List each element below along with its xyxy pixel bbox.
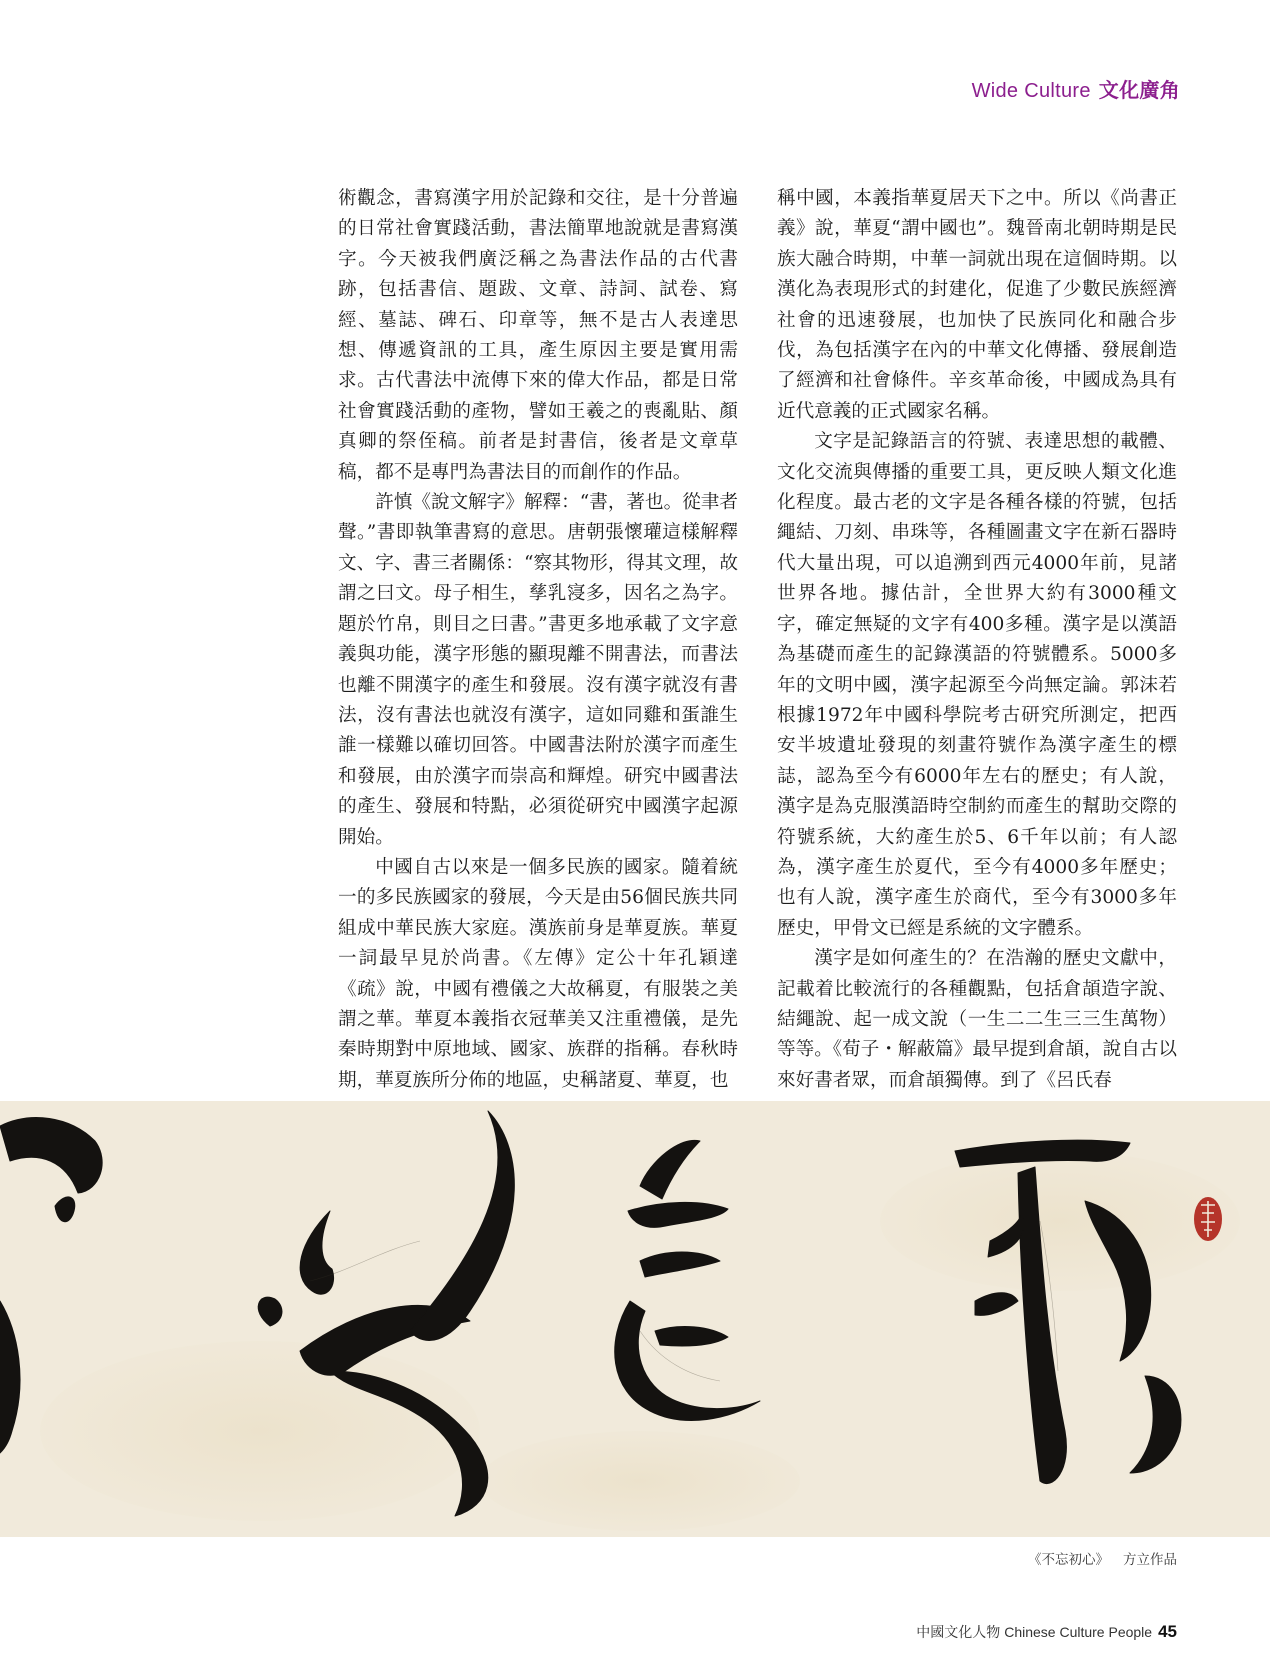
calligraphy-artwork	[0, 1101, 1270, 1537]
artwork-author: 方立作品	[1123, 1552, 1177, 1568]
page-number: 45	[1158, 1622, 1177, 1641]
section-header	[972, 74, 1180, 103]
section-title-en: Wide Culture	[971, 80, 1091, 102]
calligraphy-artwork-image	[0, 1101, 1270, 1537]
seal-stamp	[1194, 1197, 1222, 1241]
section-title-zh: 文化廣角	[1098, 78, 1180, 102]
paragraph: 文字是記錄語言的符號、表達思想的載體、文化交流與傳播的重要工具，更反映人類文化進化程度。最古老的文字是各種各樣的符號，包括繩結、刀刻、串珠等，各種圖畫文字在新石器時代大量出現，可以追溯到西元4000年前，見諸世界各地。據估計，全世界大約有3000種文字，確定無疑的文字有400多種。漢字是以漢語為基礎而產生的記錄漢語的符號體系。5000多年的文明中國，漢字起源至今尚無定論。郭沫若根據1972年中國科學院考古研究所測定，把西安半坡遺址發現的刻畫符號作為漢字產生的標誌，認為至今有6000年左右的歷史；有人說，漢字是為克服漢語時空制約而產生的幫助交際的符號系統，大約產生於5、6千年以前；有人認為，漢字產生於夏代，至今有4000多年歷史；也有人說，漢字產生於商代，至今有3000多年歷史，甲骨文已經是系統的文字體系。	[777, 431, 1177, 939]
paragraph: 稱中國，本義指華夏居天下之中。所以《尚書正義》說，華夏“謂中國也”。魏晉南北朝時期是民族大融合時期，中華一詞就出現在這個時期。以漢化為表現形式的封建化，促進了少數民族經濟社會的迅速發展，也加快了民族同化和融合步伐，為包括漢字在內的中華文化傳播、發展創造了經濟和社會條件。辛亥革命後，中國成為具有近代意義的正式國家名稱。	[777, 188, 1177, 422]
paragraph: 漢字是如何產生的？在浩瀚的歷史文獻中，記載着比較流行的各種觀點，包括倉頡造字說、結繩說、起一成文說（一生二二生三三生萬物）等等。《荀子・解蔽篇》最早提到倉頡，說自古以來好書者眾，而倉頡獨傳。到了《呂氏春	[777, 948, 1177, 1091]
paragraph: 許慎《說文解字》解釋：“書，著也。從聿者聲。”書即執筆書寫的意思。唐朝張懷瓘這樣解釋文、字、書三者關係：“察其物形，得其文理，故謂之曰文。母子相生，孳乳寖多，因名之為字。題於竹帛，則目之曰書。”書更多地承載了文字意義與功能，漢字形態的顯現離不開書法，而書法也離不開漢字的產生和發展。沒有漢字就沒有書法，沒有書法也就沒有漢字，這如同雞和蛋誰生誰一樣難以確切回答。中國書法附於漢字而產生和發展，由於漢字而崇高和輝煌。研究中國書法的產生、發展和特點，必須從研究中國漢字起源開始。	[338, 492, 738, 848]
paragraph: 術觀念，書寫漢字用於記錄和交往，是十分普遍的日常社會實踐活動，書法簡單地說就是書寫漢字。今天被我們廣泛稱之為書法作品的古代書跡，包括書信、題跋、文章、詩詞、試卷、寫經、墓誌、碑石、印章等，無不是古人表達思想、傳遞資訊的工具，產生原因主要是實用需求。古代書法中流傳下來的偉大作品，都是日常社會實踐活動的產物，譬如王羲之的喪亂貼、顏真卿的祭侄稿。前者是封書信，後者是文章草稿，都不是專門為書法目的而創作的作品。	[338, 188, 738, 483]
paragraph: 中國自古以來是一個多民族的國家。隨着統一的多民族國家的發展，今天是由56個民族共同組成中華民族大家庭。漢族前身是華夏族。華夏一詞最早見於尚書。《左傳》定公十年孔穎達《疏》說，中國有禮儀之大故稱夏，有服裝之美謂之華。華夏本義指衣冠華美又注重禮儀，是先秦時期對中原地域、國家、族群的指稱。春秋時期，華夏族所分佈的地區，史稱諸夏、華夏，也	[338, 856, 738, 1091]
artwork-caption	[1028, 1548, 1177, 1568]
magazine-name-zh: 中國文化人物	[916, 1625, 1001, 1641]
article-column-left	[338, 184, 738, 1091]
artwork-title: 《不忘初心》	[1028, 1552, 1109, 1568]
magazine-name-en: Chinese Culture People	[1004, 1624, 1153, 1640]
article-column-right	[777, 184, 1177, 1091]
page-footer	[916, 1622, 1177, 1642]
